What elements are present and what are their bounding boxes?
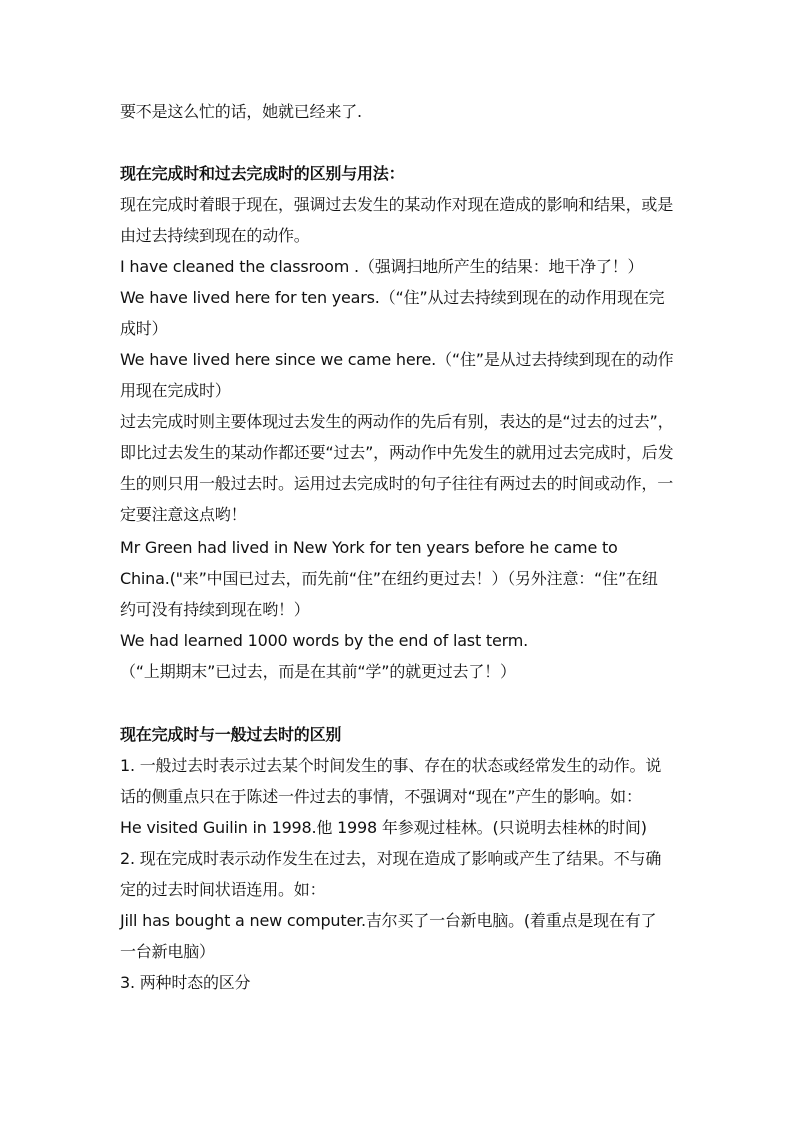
section-heading-present-perfect-vs-simple-past: 现在完成时与一般过去时的区别: [120, 725, 342, 744]
list-item-3: 3. 两种时态的区分: [120, 973, 251, 992]
example-line: I have cleaned the classroom .（强调扫地所产生的结果：地干净了！）: [120, 257, 644, 276]
example-line: We have lived here for ten years.（“住”从过去持续到现在的动作用现在完: [120, 288, 665, 307]
text-line: 成时）: [120, 319, 168, 338]
text-line: 现在完成时着眼于现在，强调过去发生的某动作对现在造成的影响和结果，或是: [120, 195, 674, 214]
example-line: Mr Green had lived in New York for ten years before he came to: [120, 538, 618, 557]
example-line: We have lived here since we came here.（“住”是从过去持续到现在的动作: [120, 350, 674, 369]
text-line: （“上期期末”已过去，而是在其前“学”的就更过去了！）: [120, 662, 516, 681]
example-line: We had learned 1000 words by the end of last term.: [120, 631, 528, 650]
text-line: 要不是这么忙的话，她就已经来了.: [120, 102, 362, 121]
text-line: 定要注意这点哟！: [120, 505, 247, 524]
example-line: Jill has bought a new computer.吉尔买了一台新电脑。(着重点是现在有了: [120, 911, 657, 930]
example-line: China.("来”中国已过去，而先前“住”在纽约更过去！）（另外注意：“住”在纽: [120, 569, 658, 588]
text-line: 话的侧重点只在于陈述一件过去的事情，不强调对“现在”产生的影响。如：: [120, 787, 642, 806]
section-heading-present-vs-past-perfect: 现在完成时和过去完成时的区别与用法：: [120, 164, 405, 183]
text-line: 即比过去发生的某动作都还要“过去”，两动作中先发生的就用过去完成时，后发: [120, 443, 674, 462]
text-line: 生的则只用一般过去时。运用过去完成时的句子往往有两过去的时间或动作，一: [120, 474, 674, 493]
list-item-2: 2. 现在完成时表示动作发生在过去，对现在造成了影响或产生了结果。不与确: [120, 849, 662, 868]
example-line: He visited Guilin in 1998.他 1998 年参观过桂林。(只说明去桂林的时间): [120, 818, 647, 837]
text-line: 用现在完成时）: [120, 381, 231, 400]
text-line: 一台新电脑）: [120, 942, 215, 961]
text-line: 定的过去时间状语连用。如：: [120, 880, 326, 899]
list-item-1: 1. 一般过去时表示过去某个时间发生的事、存在的状态或经常发生的动作。说: [120, 756, 662, 775]
text-line: 由过去持续到现在的动作。: [120, 226, 310, 245]
text-line: 约可没有持续到现在哟！）: [120, 600, 310, 619]
text-line: 过去完成时则主要体现过去发生的两动作的先后有别，表达的是“过去的过去”，: [120, 412, 674, 431]
